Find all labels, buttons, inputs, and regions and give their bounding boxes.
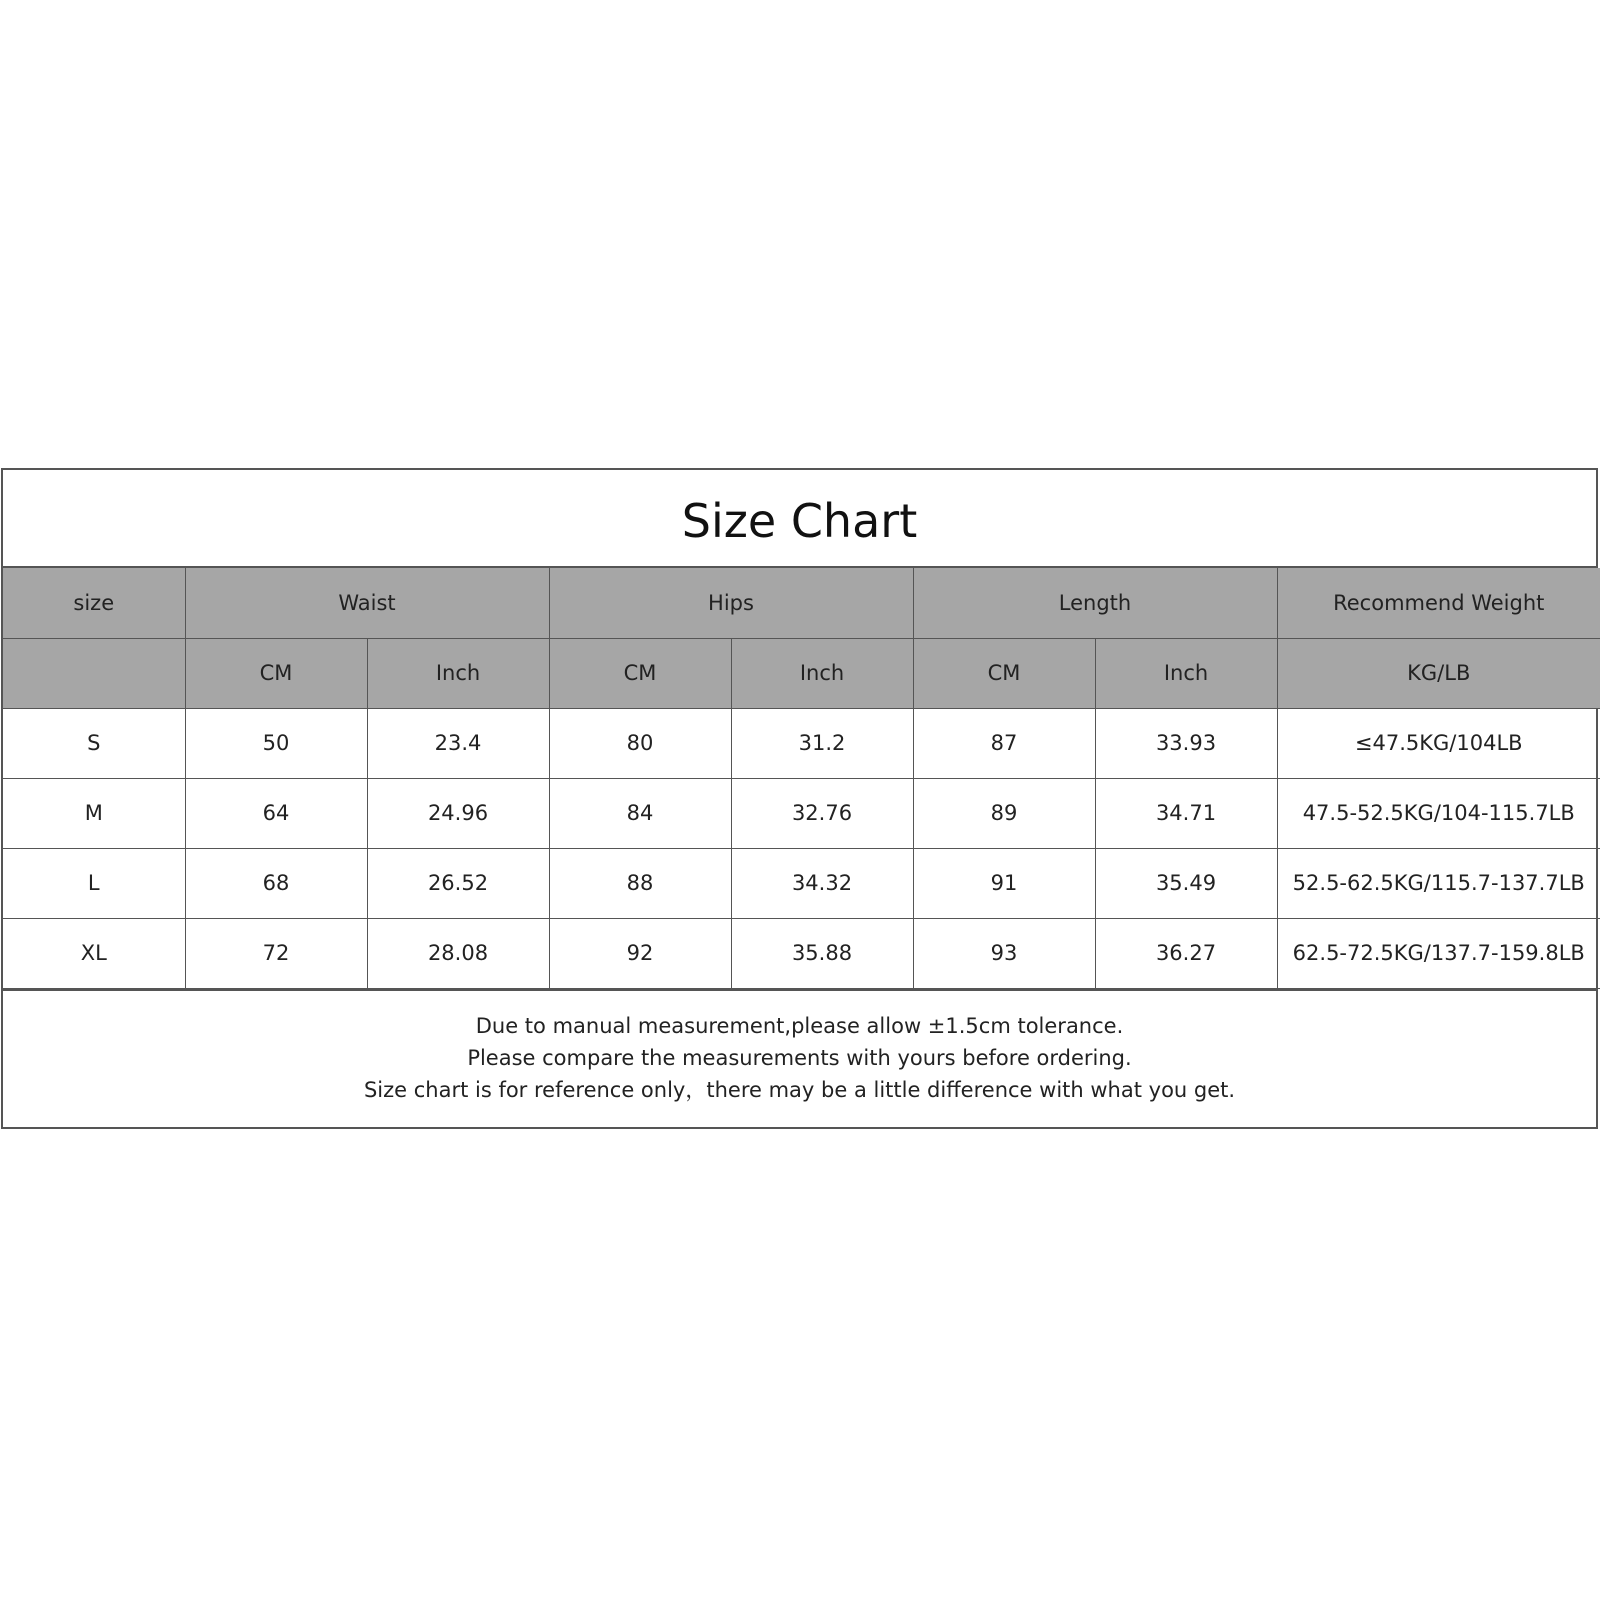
header-recommend-weight: Recommend Weight	[1277, 568, 1600, 638]
cell-hips-inch: 32.76	[731, 778, 913, 848]
cell-waist-cm: 72	[185, 918, 367, 988]
header-length: Length	[913, 568, 1277, 638]
cell-weight: 52.5-62.5KG/115.7-137.7LB	[1277, 848, 1600, 918]
cell-size: M	[3, 778, 185, 848]
cell-size: L	[3, 848, 185, 918]
cell-length-inch: 33.93	[1095, 708, 1277, 778]
header-unit-weight: KG/LB	[1277, 638, 1600, 708]
cell-hips-inch: 35.88	[731, 918, 913, 988]
cell-weight: 47.5-52.5KG/104-115.7LB	[1277, 778, 1600, 848]
cell-hips-cm: 84	[549, 778, 731, 848]
cell-size: S	[3, 708, 185, 778]
size-table	[3, 568, 1600, 989]
cell-waist-cm: 50	[185, 708, 367, 778]
size-chart	[1, 468, 1598, 1129]
cell-hips-cm: 80	[549, 708, 731, 778]
header-row-groups	[3, 568, 1600, 638]
cell-length-cm: 93	[913, 918, 1095, 988]
cell-hips-inch: 34.32	[731, 848, 913, 918]
header-size: size	[3, 568, 185, 638]
cell-waist-cm: 68	[185, 848, 367, 918]
cell-size: XL	[3, 918, 185, 988]
cell-length-cm: 91	[913, 848, 1095, 918]
chart-title: Size Chart	[3, 470, 1596, 568]
cell-hips-cm: 92	[549, 918, 731, 988]
header-row-units	[3, 638, 1600, 708]
header-unit-waist-cm: CM	[185, 638, 367, 708]
cell-length-cm: 89	[913, 778, 1095, 848]
cell-length-inch: 36.27	[1095, 918, 1277, 988]
note-line: Size chart is for reference only，there may be a little difference with what you get.	[363, 1078, 1236, 1102]
cell-hips-inch: 31.2	[731, 708, 913, 778]
table-row	[3, 848, 1600, 918]
cell-hips-cm: 88	[549, 848, 731, 918]
header-waist: Waist	[185, 568, 549, 638]
cell-waist-inch: 26.52	[367, 848, 549, 918]
header-unit-waist-inch: Inch	[367, 638, 549, 708]
header-unit-length-inch: Inch	[1095, 638, 1277, 708]
header-hips: Hips	[549, 568, 913, 638]
cell-weight: 62.5-72.5KG/137.7-159.8LB	[1277, 918, 1600, 988]
cell-waist-inch: 23.4	[367, 708, 549, 778]
header-unit-hips-inch: Inch	[731, 638, 913, 708]
header-unit-hips-cm: CM	[549, 638, 731, 708]
cell-waist-cm: 64	[185, 778, 367, 848]
note-line: Due to manual measurement,please allow ±1.5cm tolerance.	[475, 1014, 1124, 1038]
header-unit-blank	[3, 638, 185, 708]
cell-waist-inch: 28.08	[367, 918, 549, 988]
cell-waist-inch: 24.96	[367, 778, 549, 848]
cell-length-inch: 35.49	[1095, 848, 1277, 918]
table-row	[3, 708, 1600, 778]
notes	[3, 989, 1596, 1126]
cell-weight: ≤47.5KG/104LB	[1277, 708, 1600, 778]
table-row	[3, 778, 1600, 848]
header-unit-length-cm: CM	[913, 638, 1095, 708]
cell-length-cm: 87	[913, 708, 1095, 778]
table-row	[3, 918, 1600, 988]
note-line: Please compare the measurements with yours before ordering.	[467, 1046, 1132, 1070]
cell-length-inch: 34.71	[1095, 778, 1277, 848]
